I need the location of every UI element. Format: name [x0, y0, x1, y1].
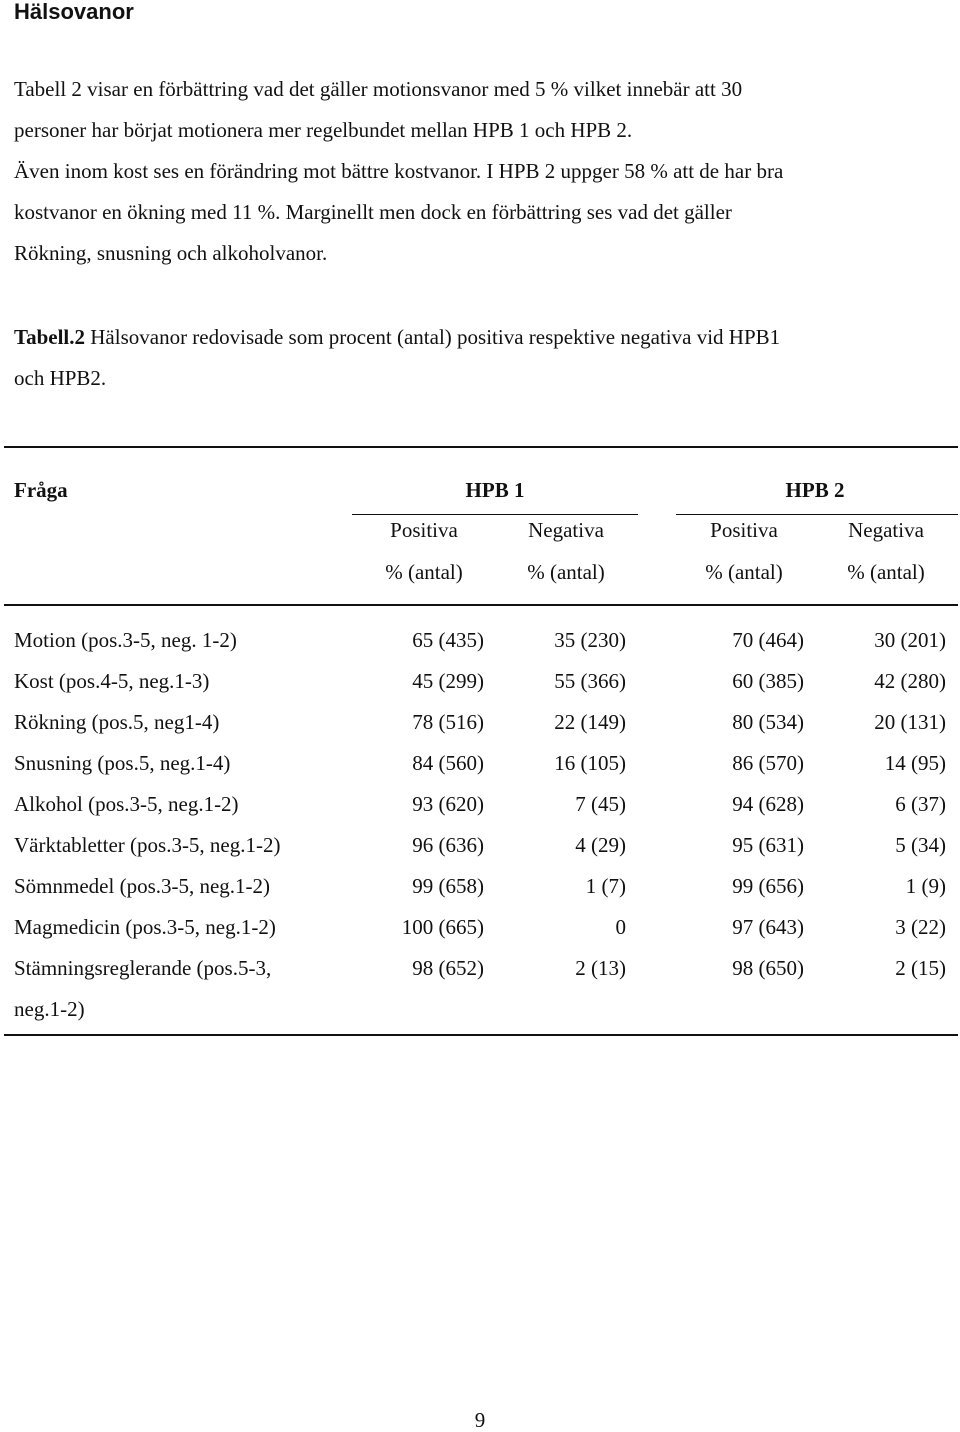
- table-cell: 60 (385): [732, 669, 804, 693]
- table-cell: 35 (230): [554, 628, 626, 652]
- sub-header: Positiva: [390, 518, 458, 542]
- unit-header: % (antal): [705, 560, 783, 584]
- section-heading: Hälsovanor: [14, 0, 134, 24]
- table-cell: 80 (534): [732, 710, 804, 734]
- table-cell: 84 (560): [412, 751, 484, 775]
- table-cell: 5 (34): [895, 833, 946, 857]
- page-number: 9: [474, 1408, 486, 1432]
- table-cell: 45 (299): [412, 669, 484, 693]
- table-bottom-rule: [4, 1034, 958, 1036]
- row-label: Snusning (pos.5, neg.1-4): [14, 751, 231, 775]
- table-cell: 6 (37): [895, 792, 946, 816]
- paragraph-line: Även inom kost ses en förändring mot bättre kostvanor. I HPB 2 uppger 58 % att de har bra: [14, 159, 784, 183]
- table-cell: 14 (95): [884, 751, 946, 775]
- table-cell: 78 (516): [412, 710, 484, 734]
- table-cell: 3 (22): [895, 915, 946, 939]
- table-cell: 94 (628): [732, 792, 804, 816]
- table-cell: 0: [615, 915, 626, 939]
- table-cell: 20 (131): [874, 710, 946, 734]
- unit-header: % (antal): [385, 560, 463, 584]
- sub-header: Positiva: [710, 518, 778, 542]
- table-cell: 7 (45): [575, 792, 626, 816]
- hpb2-group-rule: [676, 514, 958, 515]
- table-cell: 95 (631): [732, 833, 804, 857]
- paragraph-line: kostvanor en ökning med 11 %. Marginellt men dock en förbättring ses vad det gäller: [14, 200, 732, 224]
- table-cell: 22 (149): [554, 710, 626, 734]
- header-hpb2: HPB 2: [785, 478, 845, 502]
- caption-text: Hälsovanor redovisade som procent (antal) positiva respektive negativa vid HPB1: [85, 325, 781, 349]
- table-cell: 99 (656): [732, 874, 804, 898]
- table-cell: 98 (652): [412, 956, 484, 980]
- row-label: Värktabletter (pos.3-5, neg.1-2): [14, 833, 281, 857]
- table-cell: 97 (643): [732, 915, 804, 939]
- table-cell: 4 (29): [575, 833, 626, 857]
- table-cell: 2 (15): [895, 956, 946, 980]
- row-label: Sömnmedel (pos.3-5, neg.1-2): [14, 874, 271, 898]
- hpb1-group-rule: [352, 514, 638, 515]
- table-cell: 1 (7): [585, 874, 626, 898]
- row-label: Stämningsreglerande (pos.5-3,: [14, 956, 272, 980]
- unit-header: % (antal): [527, 560, 605, 584]
- table-cell: 30 (201): [874, 628, 946, 652]
- table-cell: 96 (636): [412, 833, 484, 857]
- row-label: Alkohol (pos.3-5, neg.1-2): [14, 792, 239, 816]
- table-cell: 65 (435): [412, 628, 484, 652]
- table-cell: 42 (280): [874, 669, 946, 693]
- table-cell: 70 (464): [732, 628, 804, 652]
- row-label-continuation: neg.1-2): [14, 997, 85, 1021]
- unit-header: % (antal): [847, 560, 925, 584]
- table-cell: 55 (366): [554, 669, 626, 693]
- table-caption: [14, 317, 944, 399]
- table-cell: 99 (658): [412, 874, 484, 898]
- row-label: Motion (pos.3-5, neg. 1-2): [14, 628, 237, 652]
- row-label: Magmedicin (pos.3-5, neg.1-2): [14, 915, 276, 939]
- table-cell: 98 (650): [732, 956, 804, 980]
- table-cell: 2 (13): [575, 956, 626, 980]
- caption-text-line2: och HPB2.: [14, 366, 107, 390]
- intro-paragraph: [14, 69, 944, 274]
- paragraph-line: personer har börjat motionera mer regelbundet mellan HPB 1 och HPB 2.: [14, 118, 633, 142]
- caption-label: Tabell.2: [14, 325, 85, 349]
- table-cell: 100 (665): [401, 915, 484, 939]
- header-hpb1: HPB 1: [465, 478, 525, 502]
- paragraph-line: Tabell 2 visar en förbättring vad det gäller motionsvanor med 5 % vilket innebär att 30: [14, 77, 743, 101]
- table-cell: 93 (620): [412, 792, 484, 816]
- table-cell: 16 (105): [554, 751, 626, 775]
- paragraph-line: Rökning, snusning och alkoholvanor.: [14, 241, 328, 265]
- table-cell: 1 (9): [905, 874, 946, 898]
- row-label: Rökning (pos.5, neg1-4): [14, 710, 220, 734]
- table-cell: 86 (570): [732, 751, 804, 775]
- row-label: Kost (pos.4-5, neg.1-3): [14, 669, 210, 693]
- sub-header: Negativa: [528, 518, 604, 542]
- header-question: Fråga: [14, 478, 68, 502]
- sub-header: Negativa: [848, 518, 924, 542]
- header-bottom-rule: [4, 604, 958, 606]
- table-top-rule: [4, 446, 958, 448]
